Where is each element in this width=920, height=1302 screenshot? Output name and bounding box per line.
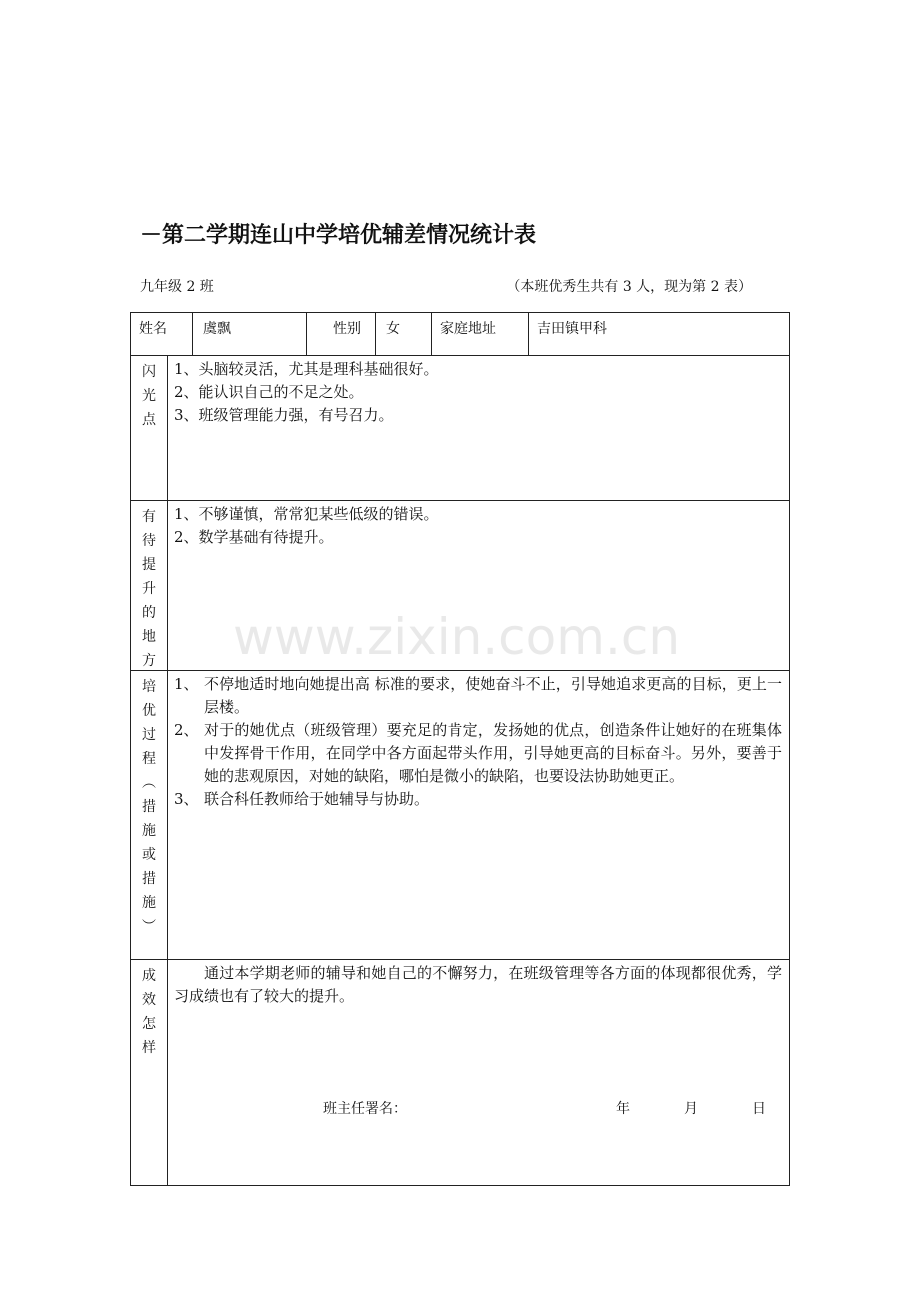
date-fields: [616, 1098, 820, 1121]
student-form: [130, 312, 790, 1186]
gender-label: 性别: [307, 313, 376, 355]
class-info: [140, 276, 752, 296]
gender-value: 女: [376, 313, 432, 355]
year-label: 年: [616, 1101, 630, 1117]
address-value: 吉田镇甲科: [537, 321, 607, 337]
class-note: （本班优秀生共有 3 人，现为第 2 表）: [506, 279, 752, 295]
class-name: 九年级 2 班: [140, 279, 214, 295]
improve-content: [168, 501, 789, 670]
month-label: 月: [684, 1101, 698, 1117]
address-label: 家庭地址: [432, 313, 529, 355]
improve-row: [131, 501, 789, 671]
list-item: 2、能认识自己的不足之处。: [174, 383, 364, 401]
list-item: 2、 对于的她优点（班级管理）要充足的肯定，发扬她的优点，创造条件让她好的在班集体中发挥骨干作用，在同学中各方面起带头作用，引导她更高的目标奋斗。另外，要善于她的悲观原因，对她的缺陷，哪怕是微小的缺陷，也要设法协助她更正。: [174, 721, 782, 785]
highlights-label: 闪 光 点: [131, 356, 168, 500]
list-item: 1、头脑较灵活，尤其是理科基础很好。: [174, 360, 439, 378]
measures-content: [168, 671, 789, 959]
day-label: 日: [752, 1101, 766, 1117]
results-content: [168, 960, 789, 1185]
list-item: 3、 联合科任教师给于她辅导与协助。: [174, 790, 430, 808]
results-row: [131, 960, 789, 1185]
signature-label: 班主任署名：: [323, 1101, 407, 1117]
name-label: 姓名: [131, 313, 193, 355]
name-value: 虞飘: [193, 313, 307, 355]
results-text: 通过本学期老师的辅导和她自己的不懈努力，在班级管理等各方面的体现都很优秀，学习成绩也有了较大的提升。: [174, 964, 782, 1005]
improve-label: 有 待 提 升 的 地 方: [131, 501, 168, 670]
measures-row: [131, 671, 789, 960]
measures-label: 培 优 过 程 ︵ 措 施 或 措 施 ︶: [131, 671, 168, 959]
results-label: 成 效 怎 样: [131, 960, 168, 1185]
highlights-content: [168, 356, 789, 500]
page-title: －第二学期连山中学培优辅差情况统计表: [140, 223, 537, 248]
header-row: [131, 313, 789, 356]
highlights-row: [131, 356, 789, 501]
list-item: 1、 不停地适时地向她提出高 标准的要求，使她奋斗不止，引导她追求更高的目标，更上一层楼。: [174, 675, 782, 716]
list-item: 1、不够谨慎，常常犯某些低级的错误。: [174, 505, 439, 523]
list-item: 3、班级管理能力强，有号召力。: [174, 406, 394, 424]
watermark: www.zixin.com.cn: [233, 608, 681, 666]
list-item: 2、数学基础有待提升。: [174, 528, 334, 546]
